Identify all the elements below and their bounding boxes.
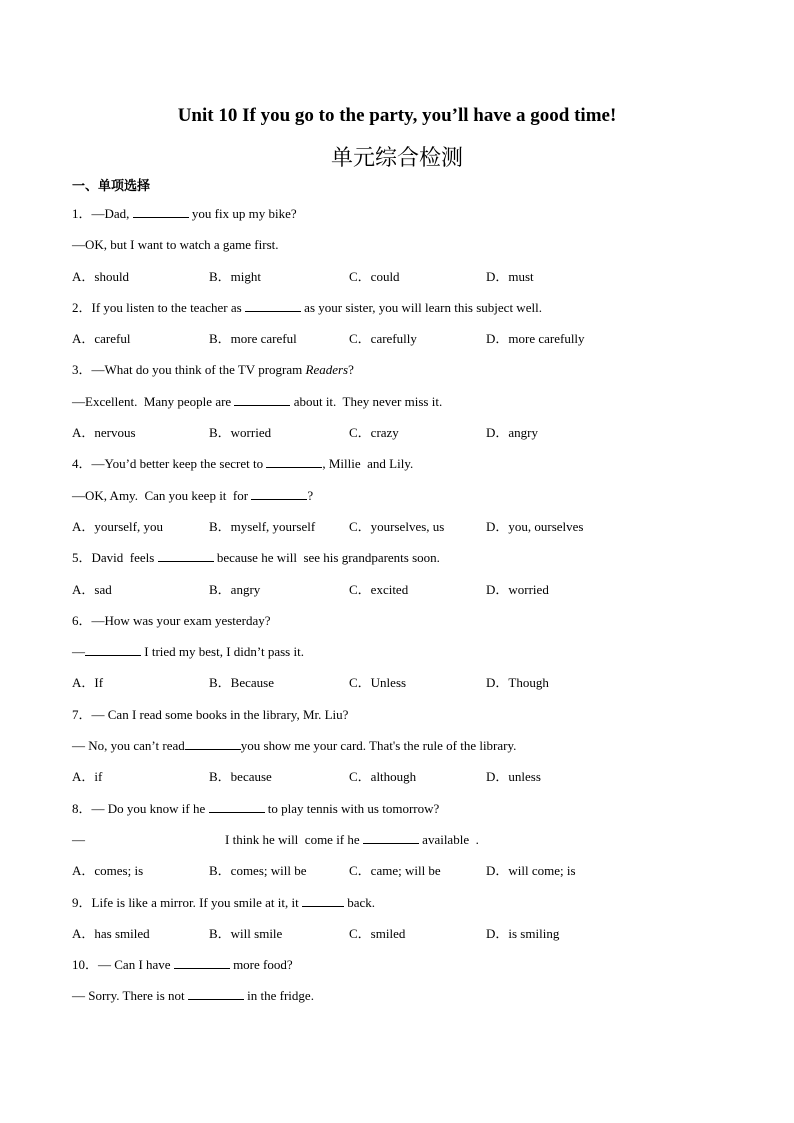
question-8-options (72, 861, 732, 892)
option-a: A．careful (72, 331, 131, 347)
question-6-stem: 6．—How was your exam yesterday? (72, 612, 271, 628)
option-b: B．comes; will be (209, 863, 307, 879)
option-d: D．must (486, 268, 534, 284)
question-9-stem: 9．Life is like a mirror. If you smile at it, it back. (72, 894, 376, 910)
question-4-reply: —OK, Amy. Can you keep it for ? (72, 487, 314, 503)
option-a: A．has smiled (72, 925, 150, 941)
question-5-stem: 5．David feels because he will see his grandparents soon. (72, 550, 440, 566)
option-c: C．Unless (349, 675, 407, 691)
question-7-reply: — No, you can’t read you show me your card. That's the rule of the library. (72, 738, 517, 754)
question-2-stem: 2．If you listen to the teacher as as your sister, you will learn this subject well. (72, 299, 542, 315)
answer-blank (185, 737, 241, 750)
question-1-options (72, 267, 732, 298)
option-b: B．angry (209, 581, 261, 597)
option-a: A．yourself, you (72, 518, 163, 534)
answer-blank (363, 831, 419, 844)
option-d: D．unless (486, 769, 541, 785)
option-a: A．If (72, 675, 104, 691)
option-b: B．Because (209, 675, 274, 691)
question-7-stem: 7．— Can I read some books in the library, Mr. Liu? (72, 706, 349, 722)
question-4-stem: 4．—You’d better keep the secret to , Millie and Lily. (72, 456, 414, 472)
option-d: D．worried (486, 581, 549, 597)
answer-blank (266, 455, 322, 468)
question-list (72, 204, 732, 1018)
section-heading: 一、单项选择 (72, 179, 151, 194)
question-4-options (72, 517, 732, 548)
question-9-options (72, 924, 732, 955)
option-b: B．myself, yourself (209, 518, 316, 534)
option-d: D．Though (486, 675, 549, 691)
answer-blank (174, 956, 230, 969)
option-c: C．carefully (349, 331, 417, 347)
option-a: A．nervous (72, 425, 136, 441)
option-c: C．crazy (349, 425, 399, 441)
question-3-options (72, 423, 732, 454)
option-c: C．yourselves, us (349, 518, 445, 534)
answer-blank (158, 549, 214, 562)
question-6-options (72, 673, 732, 704)
answer-blank (209, 800, 265, 813)
option-c: C．came; will be (349, 863, 441, 879)
question-8-stem: 8．— Do you know if he to play tennis with us tomorrow? (72, 800, 440, 816)
question-3-stem: 3．—What do you think of the TV program Readers? (72, 362, 354, 378)
answer-blank (245, 299, 301, 312)
option-a: A．should (72, 268, 130, 284)
page-subtitle: 单元综合检测 (330, 146, 463, 171)
question-2-options (72, 329, 732, 360)
option-b: B．will smile (209, 925, 283, 941)
option-c: C．excited (349, 581, 409, 597)
option-d: D．is smiling (486, 925, 560, 941)
answer-blank (234, 393, 290, 406)
option-a: A．sad (72, 581, 112, 597)
option-a: A．if (72, 769, 103, 785)
question-5-options (72, 580, 732, 611)
option-c: C．could (349, 268, 400, 284)
question-10-reply: — Sorry. There is not in the fridge. (72, 988, 314, 1004)
answer-blank (302, 894, 344, 907)
option-d: D．you, ourselves (486, 518, 584, 534)
option-d: D．more carefully (486, 331, 585, 347)
option-c: C．although (349, 769, 417, 785)
option-d: D．angry (486, 425, 538, 441)
question-6-reply: — I tried my best, I didn’t pass it. (72, 644, 304, 660)
question-7-options (72, 767, 732, 798)
question-1-stem: 1．—Dad, you fix up my bike? (72, 206, 297, 221)
option-b: B．might (209, 268, 262, 284)
question-3-reply: —Excellent. Many people are about it. They never miss it. (72, 393, 443, 409)
option-b: B．more careful (209, 331, 297, 347)
option-d: D．will come; is (486, 863, 576, 879)
question-8-reply: — I think he will come if he available . (72, 831, 479, 847)
answer-blank (133, 205, 189, 218)
answer-blank (188, 987, 244, 1000)
question-1-reply: —OK, but I want to watch a game first. (72, 237, 279, 253)
option-b: B．because (209, 769, 272, 785)
option-b: B．worried (209, 425, 272, 441)
answer-blank (251, 487, 307, 500)
answer-blank (85, 643, 141, 656)
page-title: Unit 10 If you go to the party, you’ll have a good time! (177, 105, 617, 126)
question-10-stem: 10．— Can I have more food? (72, 957, 293, 973)
option-c: C．smiled (349, 925, 406, 941)
option-a: A．comes; is (72, 863, 144, 879)
